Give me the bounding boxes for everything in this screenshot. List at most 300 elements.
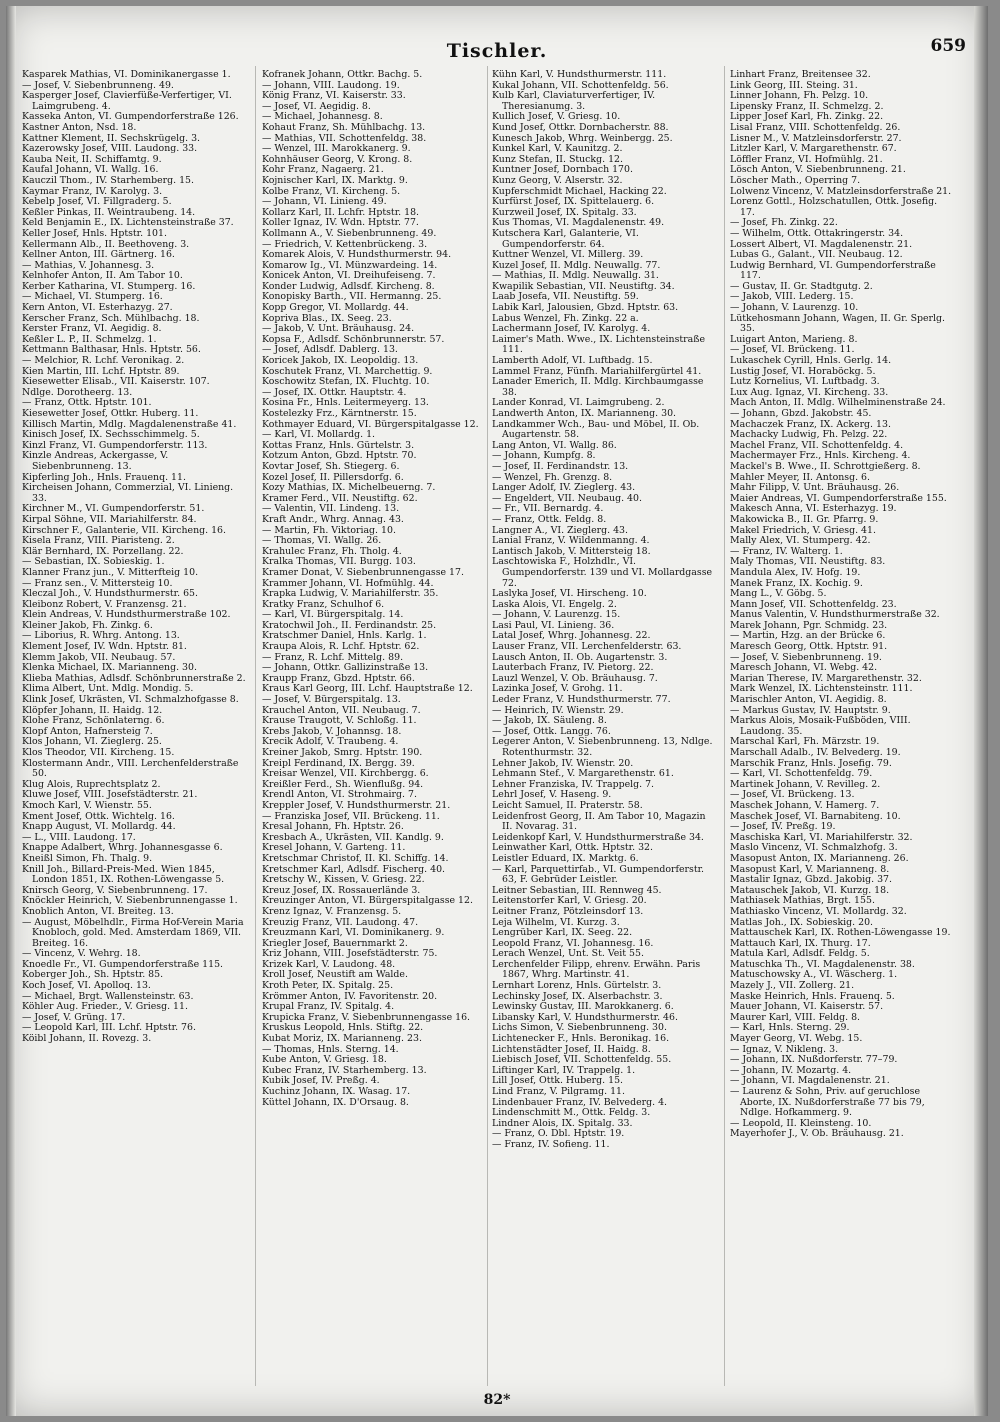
directory-entry: Kroth Peter, IX. Spitalg. 25. bbox=[262, 980, 394, 992]
directory-entry: Mally Alex, VI. Stumperg. 42. bbox=[730, 535, 871, 547]
directory-entry: Krauchel Anton, VII. Neubaug. 7. bbox=[262, 704, 421, 716]
directory-entry: Langer Adolf, IV. Zieglerg. 43. bbox=[492, 482, 636, 494]
directory-entry: Makesch Anna, VI. Esterhazyg. 19. bbox=[730, 503, 897, 515]
directory-entry: Marek Johann, Pgr. Schmidg. 23. bbox=[730, 619, 888, 631]
directory-entry: Kojnischer Karl, IX. Marktg. 9. bbox=[262, 174, 408, 186]
directory-entry: Kelnhofer Anton, II. Am Tabor 10. bbox=[22, 270, 183, 282]
directory-entry: Knirsch Georg, V. Siebenbrunneng. 17. bbox=[22, 884, 208, 896]
directory-entry: Krupicka Franz, V. Siebenbrunnengasse 16. bbox=[262, 1011, 471, 1023]
directory-entry: Kirschner F., Galanterie, VII. Kircheng. 16. bbox=[22, 524, 226, 536]
directory-entry: Kroll Josef, Neustift am Walde. bbox=[262, 969, 408, 981]
directory-entry: Koricek Jakob, IX. Leopoldig. 13. bbox=[262, 355, 419, 367]
directory-entry: Lantisch Jakob, V. Mittersteig 18. bbox=[492, 545, 651, 557]
directory-entry: Lehmann Stef., V. Margarethenstr. 61. bbox=[492, 768, 674, 780]
directory-entry: — Karl, VI. Schottenfeldg. 79. bbox=[730, 768, 873, 780]
directory-entry: Lechinsky Josef, IX. Alserbachstr. 3. bbox=[492, 990, 663, 1002]
directory-entry: Kreiner Jakob, Smrg. Hptstr. 190. bbox=[262, 747, 423, 758]
directory-entry: — Franz, O. Dbl. Hptstr. 19. bbox=[492, 1128, 625, 1140]
directory-entry: Koschowitz Stefan, IX. Fluchtg. 10. bbox=[262, 376, 430, 388]
directory-entry: Lanader Emerich, II. Mdlg. Kirchbaumgasse 38. bbox=[492, 376, 704, 398]
directory-entry: Krahulec Franz, Fh. Tholg. 4. bbox=[262, 545, 402, 557]
directory-entry: Maschiska Karl, VI. Mariahilferstr. 32. bbox=[730, 831, 913, 843]
directory-entry: Kostelezky Frz., Kärntnerstr. 15. bbox=[262, 408, 417, 419]
directory-entry: Kiesewetter Elisab., VII. Kaiserstr. 107. bbox=[22, 376, 210, 388]
directory-entry: Mastalir Ignaz, Gbzd. Jakobig. 37. bbox=[730, 874, 892, 886]
directory-entry: — Mathias, VII. Schottenfeldg. 38. bbox=[262, 132, 427, 144]
directory-entry: Kleibonz Robert, V. Franzensg. 21. bbox=[22, 598, 187, 610]
directory-entry: Kebelp Josef, VI. Fillgraderg. 5. bbox=[22, 196, 172, 208]
directory-entry: Klug Alois, Ruprechtsplatz 2. bbox=[22, 778, 161, 790]
directory-entry: Mann Josef, VII. Schottenfeldg. 23. bbox=[730, 598, 897, 610]
directory-entry: Lichs Simon, V. Siebenbrunneng. 30. bbox=[492, 1022, 667, 1034]
directory-entry: Keller Josef, Hnls. Hptstr. 101. bbox=[22, 227, 167, 239]
directory-entry: Maly Thomas, VII. Neustiftg. 83. bbox=[730, 556, 886, 568]
directory-entry: Kunz Stefan, II. Stuckg. 12. bbox=[492, 153, 623, 165]
directory-entry: Masopust Anton, IX. Marianneng. 26. bbox=[730, 852, 909, 864]
directory-entry: — Josef, Adlsdf. Dablerg. 13. bbox=[262, 344, 398, 356]
directory-entry: Kuttner Wenzel, VI. Millerg. 39. bbox=[492, 249, 644, 261]
directory-entry: Marischler Anton, VI. Aegidig. 8. bbox=[730, 694, 887, 706]
directory-entry: Kube Anton, V. Griesg. 18. bbox=[262, 1054, 387, 1066]
directory-entry: Mayer Georg, VI. Webg. 15. bbox=[730, 1033, 863, 1045]
directory-entry: Kment Josef, Ottk. Wichtelg. 16. bbox=[22, 810, 175, 822]
directory-entry: Leidenfrost Georg, II. Am Tabor 10, Magazin II. Novarag. 31. bbox=[492, 810, 706, 833]
directory-entry: Kohnhäuser Georg, V. Krong. 8. bbox=[262, 153, 413, 165]
directory-entry: Kasseka Anton, VI. Gumpendorferstraße 126. bbox=[22, 111, 239, 123]
directory-entry: — Josef, IV. Preßg. 19. bbox=[730, 821, 836, 833]
directory-entry: Lang Anton, VI. Wallg. 86. bbox=[492, 439, 617, 451]
directory-entry: Klink Josef, Ukrästen, VI. Schmalzhofgasse 8. bbox=[22, 694, 239, 706]
directory-entry: — L., VIII. Laudong. 17. bbox=[22, 831, 136, 843]
directory-entry: — Thomas, Hnls. Sterng. 14. bbox=[262, 1043, 399, 1055]
directory-entry: — Josef, VI. Brückeng. 13. bbox=[730, 789, 855, 801]
directory-entry: Kunesch Jakob, Whrg. Weinbergg. 25. bbox=[492, 132, 673, 144]
directory-entry: Lindenbauer Franz, IV. Belvederg. 4. bbox=[492, 1096, 668, 1108]
directory-entry: — Josef, VI. Brückeng. 11. bbox=[730, 344, 855, 356]
directory-entry: Kraupa Alois, R. Lchf. Hptstr. 62. bbox=[262, 641, 420, 653]
directory-entry: Kriegler Josef, Bauernmarkt 2. bbox=[262, 937, 408, 949]
directory-entry: Kollmann A., V. Siebenbrunneng. 49. bbox=[262, 227, 437, 239]
directory-entry: Latal Josef, Whrg. Johannesg. 22. bbox=[492, 630, 651, 642]
directory-entry: Leinwather Karl, Ottk. Hptstr. 32. bbox=[492, 842, 653, 854]
directory-entry: Lanial Franz, V. Wildenmanng. 4. bbox=[492, 535, 650, 547]
directory-entry: Lorenz Gottl., Holzschatullen, Ottk. Josefig. 17. bbox=[730, 196, 938, 218]
directory-entry: Mahr Filipp, V. Unt. Bräuhausg. 26. bbox=[730, 482, 900, 494]
directory-entry: Maresch Johann, VI. Webg. 42. bbox=[730, 662, 878, 674]
directory-entry: Kuzel Josef, II. Mdlg. Neuwallg. 77. bbox=[492, 259, 661, 271]
directory-entry: Kosina Fr., Hnls. Leitermeyerg. 13. bbox=[262, 397, 429, 409]
directory-entry: Leitner Sebastian, III. Rennweg 45. bbox=[492, 884, 662, 896]
directory-entry: Liebisch Josef, VII. Schottenfeldg. 55. bbox=[492, 1054, 672, 1066]
directory-entry: Lernhart Lorenz, Hnls. Gürtelstr. 3. bbox=[492, 980, 662, 992]
directory-entry: Legerer Anton, V. Siebenbrunneng. 13, Ndlge. Rotenthurmstr. 32. bbox=[492, 736, 713, 758]
directory-entry: Kiesewetter Josef, Ottkr. Huberg. 11. bbox=[22, 408, 199, 419]
directory-entry: Kluwe Josef, VIII. Josefstädterstr. 21. bbox=[22, 789, 198, 801]
directory-entry: — Johann, VI. Linieng. 49. bbox=[262, 196, 387, 208]
directory-entry: Mattauschek Karl, IX. Rothen-Löwengasse 19. bbox=[730, 927, 951, 939]
directory-entry: — Franziska Josef, VII. Brückeng. 11. bbox=[262, 810, 440, 822]
directory-entry: Lehrl Josef, V. Haseng. 9. bbox=[492, 789, 612, 801]
directory-entry: Kastner Anton, Nsd. 18. bbox=[22, 121, 137, 133]
directory-entry: Kohr Franz, Nagaerg. 21. bbox=[262, 164, 384, 176]
directory-entry: Lausch Anton, II. Ob. Augartenstr. 3. bbox=[492, 651, 668, 663]
directory-entry: Leopold Franz, VI. Johannesg. 16. bbox=[492, 937, 654, 949]
directory-entry: Kretschy W., Kissen, V. Griesg. 22. bbox=[262, 874, 425, 886]
directory-entry: Lamberth Adolf, VI. Luftbadg. 15. bbox=[492, 355, 653, 367]
directory-entry: Kleczal Joh., V. Hundsthurmerstr. 65. bbox=[22, 588, 198, 600]
directory-entry: — Johann, V. Laurenzg. 10. bbox=[730, 302, 859, 314]
directory-entry: Lerach Wenzel, Unt. St. Veit 55. bbox=[492, 948, 644, 960]
directory-entry: — Fr., VII. Bernardg. 4. bbox=[492, 503, 604, 515]
directory-entry: Laska Alois, VI. Engelg. 2. bbox=[492, 598, 617, 610]
directory-entry: Lux Aug. Ignaz, VI. Kircheng. 33. bbox=[730, 386, 889, 398]
directory-entry: Masopust Karl, V. Marianneng. 8. bbox=[730, 863, 890, 875]
directory-entry: Kulb Karl, Claviaturverfertiger, IV. Theresianumg. 3. bbox=[492, 90, 656, 112]
directory-entry: Lander Konrad, VI. Laimgrubeng. 2. bbox=[492, 397, 665, 409]
directory-entry: Link Georg, III. Steing. 31. bbox=[730, 79, 858, 91]
directory-entry: Krupal Franz, IV. Spitalg. 4. bbox=[262, 1001, 395, 1013]
directory-entry: Matauschek Jakob, VI. Kurzg. 18. bbox=[730, 884, 890, 896]
directory-entry: — Wenzel, Fh. Grenzg. 8. bbox=[492, 471, 613, 483]
directory-entry: — Johann, Gbzd. Jakobstr. 45. bbox=[730, 408, 872, 419]
directory-entry: Matula Karl, Adlsdf. Feldg. 5. bbox=[730, 948, 870, 960]
directory-entry: — Johann, IV. Mozartg. 4. bbox=[730, 1064, 852, 1076]
directory-entry: — Mathias, V. Johannesg. 3. bbox=[22, 259, 155, 271]
directory-entry: — Michael, VI. Stumperg. 16. bbox=[22, 291, 163, 303]
directory-entry: Kopsa F., Adlsdf. Schönbrunnerstr. 57. bbox=[262, 333, 445, 345]
directory-entry: Kauba Neit, II. Schiffamtg. 9. bbox=[22, 153, 162, 165]
directory-entry: Kien Martin, III. Lchf. Hptstr. 89. bbox=[22, 365, 180, 377]
directory-entry: Maurer Karl, VIII. Feldg. 8. bbox=[730, 1011, 861, 1023]
directory-entry: Klemm Jakob, VII. Neubaug. 57. bbox=[22, 651, 176, 663]
directory-entry: — Josef, VI. Aegidig. 8. bbox=[262, 100, 371, 112]
directory-entry: — Laurenz & Sohn, Priv. auf geruchlose Aborte, IX. Nußdorferstraße 77 bis 79, Ndlge. Hofkammerg. 9. bbox=[730, 1086, 925, 1119]
page-title: Tischler. bbox=[446, 40, 548, 62]
signature-mark: 82* bbox=[483, 1392, 511, 1408]
directory-entry: Kerster Franz, VI. Aegidig. 8. bbox=[22, 323, 162, 335]
directory-entry: Krecik Adolf, V. Traubeng. 4. bbox=[262, 736, 399, 748]
directory-entry: Lehner Jakob, IV. Wienstr. 20. bbox=[492, 757, 634, 769]
directory-entry: — Jakob, VIII. Lederg. 15. bbox=[730, 291, 854, 303]
directory-entry: Kramer Ferd., VII. Neustiftg. 62. bbox=[262, 492, 418, 504]
directory-entry: Markus Alois, Mosaik-Fußböden, VIII. Laudong. 35. bbox=[730, 715, 911, 737]
directory-entry: Leidenkopf Karl, V. Hundsthurmerstraße 34. bbox=[492, 831, 704, 843]
directory-entry: Kneißl Simon, Fh. Thalg. 9. bbox=[22, 852, 153, 864]
directory-entry: — August, Möbelhdlr., Firma Hof-Verein Maria Knobloch, gold. Med. Amsterdam 1869, VII. Breiteg. 16. bbox=[22, 916, 244, 949]
directory-entry: Machacky Ludwig, Fh. Pelzg. 22. bbox=[730, 429, 888, 441]
directory-entry: Lauser Franz, VII. Lerchenfelderstr. 63. bbox=[492, 641, 682, 653]
directory-entry: Maschek Johann, V. Hamerg. 7. bbox=[730, 799, 880, 811]
directory-entry: Lisner M., V. Matzleinsdorferstr. 27. bbox=[730, 132, 902, 144]
listing-column-2 bbox=[262, 70, 486, 1386]
directory-entry: Kohaut Franz, Sh. Mühlbachg. 13. bbox=[262, 121, 426, 133]
directory-entry: Kretschmer Karl, Adlsdf. Fischerg. 40. bbox=[262, 863, 446, 875]
directory-entry: Mach Anton, II. Mdlg. Wilhelminenstraße 24. bbox=[730, 397, 946, 409]
directory-entry: Killisch Martin, Mdlg. Magdalenenstraße 41. bbox=[22, 418, 237, 430]
directory-entry: Libansky Karl, V. Hundsthurmerstr. 46. bbox=[492, 1011, 678, 1023]
directory-entry: — Johann, V. Laurenzg. 15. bbox=[492, 609, 621, 621]
directory-entry: Kircheisen Johann, Commerzial, VI. Linieng. 33. bbox=[22, 482, 234, 504]
directory-entry: — Johann, Kumpfg. 8. bbox=[492, 450, 596, 462]
directory-entry: Landwerth Anton, IX. Marianneng. 30. bbox=[492, 408, 677, 419]
directory-entry: Lauzl Wenzel, V. Ob. Bräuhausg. 7. bbox=[492, 672, 658, 684]
directory-entry: Marschall Adalb., IV. Belvederg. 19. bbox=[730, 747, 901, 758]
listing-column-4 bbox=[730, 70, 954, 1386]
listing-columns bbox=[22, 70, 972, 1386]
directory-entry: Kopriva Blas., IX. Seeg. 23. bbox=[262, 312, 392, 324]
directory-entry: Kutschera Karl, Galanterie, VI. Gumpendorferstr. 64. bbox=[492, 227, 639, 250]
directory-entry: Machermayer Frz., Hnls. Kircheng. 4. bbox=[730, 450, 911, 462]
directory-entry: Lossert Albert, VI. Magdalenenstr. 21. bbox=[730, 238, 913, 250]
directory-entry: — Ignaz, V. Nikleng. 3. bbox=[730, 1043, 839, 1055]
directory-entry: — Johann, Ottkr. Gallizinstraße 13. bbox=[262, 662, 429, 674]
directory-entry: Kaufal Johann, VI. Wallg. 16. bbox=[22, 164, 159, 176]
directory-entry: Lindenschmitt M., Ottk. Feldg. 3. bbox=[492, 1107, 651, 1119]
directory-entry: Krebs Jakob, V. Johannsg. 18. bbox=[262, 725, 402, 737]
directory-entry: Laschtowiska F., Holzhdlr., VI. Gumpendorferstr. 139 und VI. Mollardgasse 72. bbox=[492, 556, 713, 589]
directory-entry: Krause Traugott, V. Schloßg. 11. bbox=[262, 715, 417, 727]
directory-entry: Leitner Franz, Pötzleinsdorf 13. bbox=[492, 905, 644, 917]
directory-entry: — Josef, II. Ferdinandstr. 13. bbox=[492, 460, 629, 472]
directory-entry: Mang L., V. Göbg. 5. bbox=[730, 588, 827, 600]
directory-entry: Makel Friedrich, V. Griesg. 41. bbox=[730, 524, 876, 536]
directory-entry: Klanner Franz jun., V. Mitterfteig 10. bbox=[22, 566, 199, 578]
directory-entry: — Gustav, II. Gr. Stadtgutg. 2. bbox=[730, 280, 873, 292]
directory-entry: Lindner Alois, IX. Spitalg. 33. bbox=[492, 1117, 633, 1129]
directory-entry: Keßler L. P., II. Schmelzg. 1. bbox=[22, 333, 157, 345]
directory-entry: Mandula Alex, IV. Hofg. 19. bbox=[730, 566, 861, 578]
directory-entry: Klein Andreas, V. Hundsthurmerstraße 102. bbox=[22, 609, 231, 621]
directory-entry: Mattauch Karl, IX. Thurg. 17. bbox=[730, 937, 871, 949]
directory-entry: Mayerhofer J., V. Ob. Bräuhausg. 21. bbox=[730, 1128, 904, 1140]
directory-entry: Kozel Josef, II. Pillersdorfg. 6. bbox=[262, 471, 404, 483]
directory-entry: Ludwig Bernhard, VI. Gumpendorferstraße 117. bbox=[730, 259, 936, 282]
directory-entry: Kinzl Franz, VI. Gumpendorferstr. 113. bbox=[22, 439, 208, 451]
directory-entry: Konopisky Barth., VII. Hermanng. 25. bbox=[262, 291, 442, 303]
directory-entry: Krenz Ignaz, V. Franzensg. 5. bbox=[262, 905, 402, 917]
directory-entry: Kipferling Joh., Hnls. Frauenq. 11. bbox=[22, 471, 186, 483]
directory-entry: Kreißler Ferd., Sh. Wienflußg. 94. bbox=[262, 778, 424, 790]
directory-entry: Litzler Karl, V. Margarethenstr. 67. bbox=[730, 143, 897, 155]
directory-entry: — Franz, R. Lchf. Mittelg. 89. bbox=[262, 651, 404, 663]
directory-entry: Lichtenecker F., Hnls. Beronikag. 16. bbox=[492, 1033, 670, 1045]
directory-entry: — Josef, V. Bürgerspitalg. 13. bbox=[262, 694, 401, 706]
directory-entry: Mauer Johann, VI. Kaiserstr. 57. bbox=[730, 1001, 884, 1013]
directory-entry: Kruskus Leopold, Hnls. Stiftg. 22. bbox=[262, 1022, 424, 1034]
directory-entry: Kreuz Josef, IX. Rossauerlände 3. bbox=[262, 884, 421, 896]
directory-entry: Kmoch Karl, V. Wienstr. 55. bbox=[22, 799, 152, 811]
directory-entry: Kellner Anton, III. Gärtnerg. 16. bbox=[22, 249, 175, 261]
directory-entry: Löffler Franz, VI. Hofmühlg. 21. bbox=[730, 153, 883, 165]
directory-entry: Kreisar Wenzel, VII. Kirchbergg. 6. bbox=[262, 768, 429, 780]
directory-entry: Kleiner Jakob, Fh. Zinkg. 6. bbox=[22, 619, 153, 631]
directory-entry: Kupferschmidt Michael, Hacking 22. bbox=[492, 185, 667, 197]
directory-entry: — Melchior, R. Lchf. Veronikag. 2. bbox=[22, 355, 185, 367]
page-number: 659 bbox=[930, 36, 966, 56]
directory-entry: Knoedle Fr., VI. Gumpendorferstraße 115. bbox=[22, 958, 224, 970]
directory-entry: Kwapilik Sebastian, VII. Neustiftg. 34. bbox=[492, 280, 675, 292]
directory-entry: — Valentin, VII. Lindeng. 13. bbox=[262, 503, 400, 515]
directory-entry: Kirpal Söhne, VII. Mariahilferstr. 84. bbox=[22, 513, 197, 525]
directory-entry: Klenka Michael, IX. Marianneng. 30. bbox=[22, 662, 197, 674]
directory-entry: Kern Anton, VI. Esterhazyg. 27. bbox=[22, 302, 173, 314]
directory-entry: Lauterbach Franz, IV. Pietorg. 22. bbox=[492, 662, 654, 674]
directory-entry: Kuntner Josef, Dornbach 170. bbox=[492, 164, 633, 176]
directory-entry: Landkammer Wch., Bau- und Möbel, II. Ob. Augartenstr. 58. bbox=[492, 418, 700, 441]
directory-entry: Kullich Josef, V. Griesg. 10. bbox=[492, 111, 621, 123]
directory-entry: Kühn Karl, V. Hundsthurmerstr. 111. bbox=[492, 70, 667, 80]
directory-entry: Lill Josef, Ottk. Huberg. 15. bbox=[492, 1075, 624, 1087]
directory-entry: Löscher Math., Operring 7. bbox=[730, 174, 861, 186]
directory-entry: — Wilhelm, Ottk. Ottakringerstr. 34. bbox=[730, 227, 904, 239]
directory-entry: Konicek Anton, VI. Dreihufeiseng. 7. bbox=[262, 270, 436, 282]
directory-entry: Labus Wenzel, Fh. Zinkg. 22 a. bbox=[492, 312, 639, 324]
directory-entry: Lütkehosmann Johann, Wagen, II. Gr. Sperlg. 35. bbox=[730, 312, 946, 335]
directory-entry: Kraus Karl Georg, III. Lchf. Hauptstraße 12. bbox=[262, 683, 473, 695]
directory-entry: — Franz, IV. Walterg. 1. bbox=[730, 545, 843, 557]
directory-entry: Krömmer Anton, IV. Favoritenstr. 20. bbox=[262, 990, 438, 1002]
directory-entry: — Johann, VIII. Laudong. 19. bbox=[262, 79, 400, 91]
directory-entry: Keßler Pinkas, II. Weintraubeng. 14. bbox=[22, 206, 196, 218]
directory-entry: Kottas Franz, Hnls. Gürtelstr. 3. bbox=[262, 439, 415, 451]
directory-entry: Matuschowsky A., VI. Wäscherg. 1. bbox=[730, 969, 898, 981]
directory-entry: Lolwenz Vincenz, V. Matzleinsdorferstraße 21. bbox=[730, 185, 952, 197]
directory-entry: — Karl, VI. Bürgerspitalg. 14. bbox=[262, 609, 404, 621]
directory-entry: — Michael, Brgt. Wallensteinstr. 63. bbox=[22, 990, 194, 1002]
directory-entry: Kirchner M., VI. Gumpendorferstr. 51. bbox=[22, 503, 205, 515]
directory-entry: Kopp Gregor, VI. Mollardg. 44. bbox=[262, 302, 409, 314]
directory-entry: — Wenzel, III. Marokkanerg. 9. bbox=[262, 143, 411, 155]
directory-entry: Klos Theodor, VII. Kircheng. 15. bbox=[22, 747, 175, 758]
directory-entry: Martinek Johann, V. Revilleg. 2. bbox=[730, 778, 881, 790]
directory-entry: Ndlge. Dorotheerg. 13. bbox=[22, 386, 133, 398]
directory-entry: — Vincenz, V. Wehrg. 18. bbox=[22, 948, 141, 960]
directory-entry: — Markus Gustav, IV. Hauptstr. 9. bbox=[730, 704, 891, 716]
directory-entry: Keld Benjamin E., IX. Lichtensteinstraße 37. bbox=[22, 217, 234, 229]
directory-entry: Lipper Josef Karl, Fh. Zinkg. 22. bbox=[730, 111, 884, 123]
directory-entry: Lewinsky Gustav, III. Marokkanerg. 6. bbox=[492, 1001, 674, 1013]
directory-entry: — Karl, Parquettirfab., VI. Gumpendorferstr. 63, F. Gebrüder Leistler. bbox=[492, 863, 705, 886]
directory-entry: Kralka Thomas, VII. Burgg. 103. bbox=[262, 556, 416, 568]
directory-entry: Köhler Aug. Frieder., V. Griesg. 11. bbox=[22, 1001, 188, 1013]
directory-entry: — Michael, Johannesg. 8. bbox=[262, 111, 383, 123]
directory-entry: — Josef, IX. Ottkr. Hauptstr. 4. bbox=[262, 386, 407, 398]
directory-entry: Leja Wilhelm, VI. Kurzg. 3. bbox=[492, 916, 620, 928]
directory-entry: Klement Josef, IV. Wdn. Hptstr. 81. bbox=[22, 641, 187, 653]
directory-entry: Maske Heinrich, Hnls. Frauenq. 5. bbox=[730, 990, 895, 1002]
directory-entry: Laimer's Math. Wwe., IX. Lichtensteinstraße 111. bbox=[492, 333, 706, 356]
directory-entry: Koch Josef, VI. Apolloq. 13. bbox=[22, 980, 151, 992]
directory-entry: Koller Ignaz, IV. Wdn. Hptstr. 77. bbox=[262, 217, 419, 229]
directory-entry: Kerber Katharina, VI. Stumperg. 16. bbox=[22, 280, 196, 292]
directory-entry: Leistler Eduard, IX. Marktg. 6. bbox=[492, 852, 639, 864]
directory-entry: Kus Thomas, VI. Magdalenenstr. 49. bbox=[492, 217, 665, 229]
directory-entry: Manek Franz, IX. Kochig. 9. bbox=[730, 577, 863, 589]
directory-entry: Kerscher Franz, Sch. Mühlbachg. 18. bbox=[22, 312, 200, 324]
directory-entry: Kund Josef, Ottkr. Dornbacherstr. 88. bbox=[492, 121, 669, 133]
directory-entry: Lerchenfelder Filipp, ehrenv. Erwähn. Paris 1867, Whrg. Martinstr. 41. bbox=[492, 958, 701, 981]
directory-entry: Krizek Karl, V. Laudong. 48. bbox=[262, 958, 396, 970]
directory-entry: Kollarz Karl, II. Lchfr. Hptstr. 18. bbox=[262, 206, 420, 218]
directory-entry: Kratky Franz, Schulhof 6. bbox=[262, 598, 385, 610]
directory-entry: Klima Albert, Unt. Mdlg. Mondig. 5. bbox=[22, 683, 194, 695]
directory-entry: — Martin, Fh. Viktoriag. 10. bbox=[262, 524, 396, 536]
directory-entry: Kramer Donat, V. Siebenbrunnengasse 17. bbox=[262, 566, 464, 578]
directory-entry: Kothmayer Eduard, VI. Bürgerspitalgasse 12. bbox=[262, 418, 479, 430]
directory-entry: Langner A., VI. Zieglerg. 43. bbox=[492, 524, 629, 536]
directory-entry: Marian Therese, IV. Margarethenstr. 32. bbox=[730, 672, 922, 684]
directory-entry: Maschek Josef, VI. Barnabiteng. 10. bbox=[730, 810, 901, 822]
directory-entry: Kellermann Alb., II. Beethoveng. 3. bbox=[22, 238, 190, 250]
directory-entry: Kubec Franz, IV. Starhemberg. 13. bbox=[262, 1064, 427, 1076]
directory-entry: — Jakob, V. Unt. Bräuhausg. 24. bbox=[262, 323, 415, 335]
directory-entry: Marschal Karl, Fh. Märzstr. 19. bbox=[730, 736, 880, 748]
directory-entry: Liftinger Karl, IV. Trappelg. 1. bbox=[492, 1064, 636, 1076]
scan-left-edge bbox=[6, 6, 16, 1416]
directory-entry: König Franz, VI. Kaiserstr. 33. bbox=[262, 90, 406, 102]
directory-entry: — Josef, Fh. Zinkg. 22. bbox=[730, 217, 838, 229]
directory-entry: Kotzum Anton, Gbzd. Hptstr. 70. bbox=[262, 450, 417, 462]
directory-entry: Klos Johann, VI. Zieglerg. 25. bbox=[22, 736, 162, 748]
directory-entry: Köibl Johann, II. Rovezg. 3. bbox=[22, 1033, 152, 1045]
directory-entry: — Franz sen., V. Mittersteig 10. bbox=[22, 577, 173, 589]
listing-column-1 bbox=[22, 70, 246, 1386]
directory-entry: Koberger Joh., Sh. Hptstr. 85. bbox=[22, 969, 164, 981]
directory-entry: Lachermann Josef, IV. Karolyg. 4. bbox=[492, 323, 651, 335]
directory-entry: Kolbe Franz, VI. Kircheng. 5. bbox=[262, 185, 401, 197]
directory-entry: Kasparek Mathias, VI. Dominikanergasse 1. bbox=[22, 70, 231, 80]
directory-entry: Linner Johann, Fh. Pelzg. 10. bbox=[730, 90, 869, 102]
directory-entry: Kresel Johann, V. Garteng. 11. bbox=[262, 842, 406, 854]
directory-entry: Knöckler Heinrich, V. Siebenbrunnengasse 1. bbox=[22, 895, 238, 907]
directory-entry: Manus Valentin, V. Hundsthurmerstraße 32. bbox=[730, 609, 940, 621]
directory-entry: Labik Karl, Jalousien, Gbzd. Hptstr. 63. bbox=[492, 302, 679, 314]
directory-entry: Maresch Georg, Ottk. Hptstr. 91. bbox=[730, 641, 888, 653]
directory-entry: — Thomas, VI. Wallg. 26. bbox=[262, 535, 382, 547]
directory-entry: Kratochwil Joh., II. Ferdinandstr. 25. bbox=[262, 619, 437, 631]
directory-entry: — Franz, IV. Sofieng. 11. bbox=[492, 1138, 610, 1150]
directory-entry: Leicht Samuel, II. Praterstr. 58. bbox=[492, 799, 643, 811]
directory-entry: Mark Wenzel, IX. Lichtensteinstr. 111. bbox=[730, 683, 913, 695]
directory-entry: Lubas G., Galant., VII. Neubaug. 12. bbox=[730, 249, 903, 261]
directory-entry: Mathiasko Vincenz, VI. Mollardg. 32. bbox=[730, 905, 907, 917]
directory-entry: Laab Josefa, VII. Neustiftg. 59. bbox=[492, 291, 639, 303]
directory-entry: Kisela Franz, VIII. Piaristeng. 2. bbox=[22, 535, 175, 547]
directory-entry: Komarow Ig., VI. Münzwardeing. 14. bbox=[262, 259, 438, 271]
directory-entry: Kraupp Franz, Gbzd. Hptstr. 66. bbox=[262, 672, 415, 684]
directory-entry: Machaczek Franz, IX. Ackerg. 13. bbox=[730, 418, 891, 430]
directory-entry: — Josef, V. Grüng. 17. bbox=[22, 1011, 126, 1023]
directory-entry: Luigart Anton, Marieng. 8. bbox=[730, 333, 858, 345]
directory-entry: Koschutek Franz, VI. Marchettig. 9. bbox=[262, 365, 433, 377]
directory-entry: Kofranek Johann, Ottkr. Bachg. 5. bbox=[262, 70, 423, 80]
directory-entry: Leder Franz, V. Hundsthurmerstr. 77. bbox=[492, 694, 671, 706]
directory-entry: Maslo Vincenz, VI. Schmalzhofg. 3. bbox=[730, 842, 898, 854]
directory-entry: Klopf Anton, Hafnersteig 7. bbox=[22, 725, 153, 737]
directory-entry: Leitenstorfer Karl, V. Griesg. 20. bbox=[492, 895, 647, 907]
directory-entry: Klieba Mathias, Adlsdf. Schönbrunnerstraße 2. bbox=[22, 672, 246, 684]
directory-entry: Klöpfer Johann, II. Haidg. 12. bbox=[22, 704, 163, 716]
directory-entry: — Heinrich, IV. Wienstr. 29. bbox=[492, 704, 624, 716]
directory-entry: Mazely J., VII. Zollerg. 21. bbox=[730, 980, 855, 992]
directory-entry: — Johann, VI. Magdalenenstr. 21. bbox=[730, 1075, 890, 1087]
directory-entry: Krammer Johann, VI. Hofmühlg. 44. bbox=[262, 577, 434, 589]
directory-entry: Klohe Franz, Schönlaterng. 6. bbox=[22, 715, 165, 727]
directory-entry: — Engeldert, VII. Neubaug. 40. bbox=[492, 492, 642, 504]
directory-entry: Knoblich Anton, VI. Breiteg. 13. bbox=[22, 905, 174, 917]
listing-column-3 bbox=[492, 70, 716, 1386]
directory-entry: — Franz, Ottk. Feldg. 8. bbox=[492, 513, 607, 525]
